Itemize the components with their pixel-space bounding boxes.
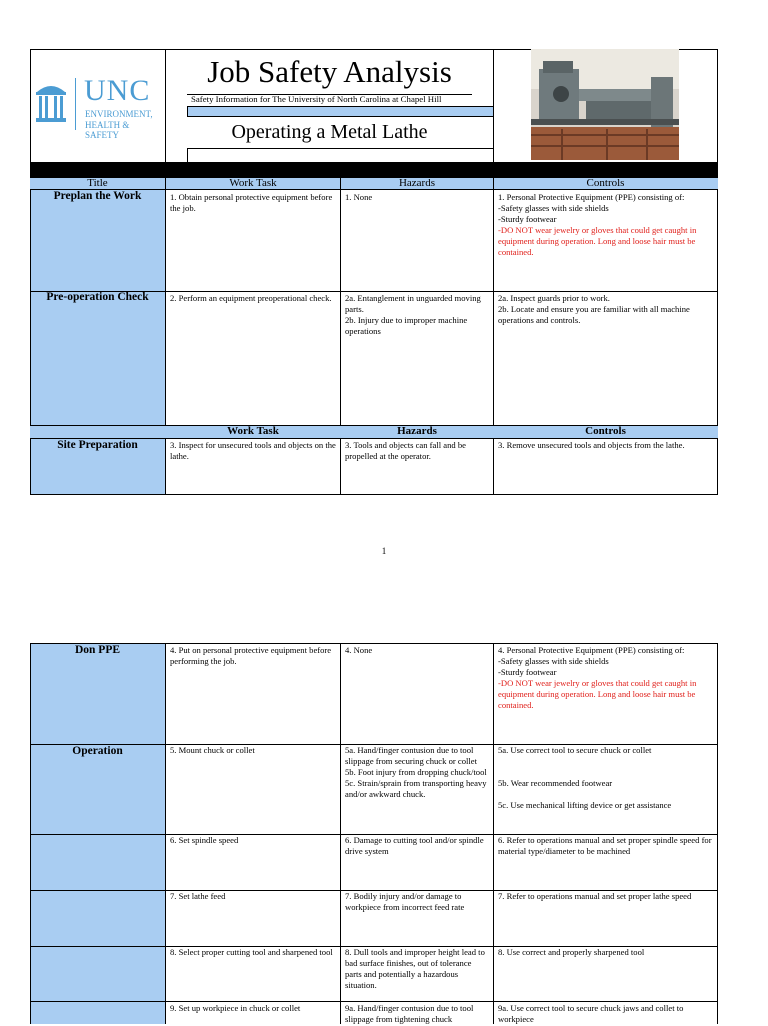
page-number: 1 xyxy=(381,546,387,556)
hazards-cell xyxy=(341,890,493,914)
row-title: Pre-operation Check xyxy=(46,291,149,303)
col-controls-header: Controls xyxy=(585,425,626,437)
col-work-task-header: Work Task xyxy=(229,177,277,189)
hazard-line: 5b. Foot injury from dropping chuck/tool xyxy=(345,767,487,777)
control-warning: -DO NOT wear jewelry or gloves that could get caught in equipment during operation. Long and loose hair must be contained. xyxy=(498,678,697,710)
controls-cell xyxy=(494,292,717,327)
work-task-cell: 7. Set lathe feed xyxy=(170,891,226,901)
controls-cell xyxy=(494,1002,717,1026)
col-hazards-header: Hazards xyxy=(398,177,436,189)
hazard-line: 4. None xyxy=(345,645,373,655)
controls-cell xyxy=(494,439,717,452)
hazard-line: 3. Tools and objects can fall and be propelled at the operator. xyxy=(345,440,466,461)
control-line: 1. Personal Protective Equipment (PPE) consisting of: xyxy=(498,192,685,202)
hazard-line: 9a. Hand/finger contusion due to tool slippage from tightening chuck xyxy=(345,1003,474,1024)
work-task-cell: 8. Select proper cutting tool and sharpened tool xyxy=(170,947,333,957)
hazard-line: 2b. Injury due to improper machine operations xyxy=(345,315,468,336)
hazard-line: 2a. Entanglement in unguarded moving parts. xyxy=(345,293,481,314)
work-task-cell: 6. Set spindle speed xyxy=(170,835,239,845)
hazard-line: 1. None xyxy=(345,192,373,202)
hazard-line: 7. Bodily injury and/or damage to workpiece from incorrect feed rate xyxy=(345,891,465,912)
section-divider xyxy=(30,162,718,177)
col-controls-header: Controls xyxy=(586,177,625,189)
logo-line-1: ENVIRONMENT, xyxy=(85,109,153,119)
control-line: 6. Refer to operations manual and set proper spindle speed for material type/diameter to be machined xyxy=(498,835,712,856)
controls-cell xyxy=(494,644,717,712)
controls-cell xyxy=(494,191,717,259)
row-title: Preplan the Work xyxy=(53,190,142,202)
controls-cell xyxy=(494,744,717,812)
header-subtitle: Safety Information for The University of North Carolina at Chapel Hill xyxy=(191,94,442,104)
work-task-cell: 2. Perform an equipment preoperational check. xyxy=(170,293,332,303)
control-line: 4. Personal Protective Equipment (PPE) consisting of: xyxy=(498,645,685,655)
work-task-cell: 9. Set up workpiece in chuck or collet xyxy=(170,1003,301,1013)
hazards-cell xyxy=(341,1002,493,1026)
hazards-cell xyxy=(341,439,493,463)
row-title: Site Preparation xyxy=(57,439,138,451)
hazards-cell xyxy=(341,191,493,204)
control-line: 2a. Inspect guards prior to work. xyxy=(498,293,610,303)
work-task-cell: 5. Mount chuck or collet xyxy=(170,745,255,755)
control-line: -Sturdy footwear xyxy=(498,214,557,224)
logo-line-2: HEALTH & SAFETY xyxy=(85,120,130,140)
control-line: -Safety glasses with side shields xyxy=(498,656,609,666)
control-line: 5c. Use mechanical lifting device or get assistance xyxy=(498,800,672,810)
controls-cell xyxy=(494,946,717,959)
unc-wordmark: UNC xyxy=(84,74,151,107)
work-task-cell: 1. Obtain personal protective equipment before the job. xyxy=(170,192,333,213)
hazard-line: 5a. Hand/finger contusion due to tool slippage from securing chuck or collet xyxy=(345,745,477,766)
controls-cell xyxy=(494,834,717,858)
hazard-line: 8. Dull tools and improper height lead to bad surface finishes, out of tolerance parts and potentially a hazardous situation. xyxy=(345,947,485,990)
hazard-line: 6. Damage to cutting tool and/or spindle drive system xyxy=(345,835,484,856)
work-task-cell: 4. Put on personal protective equipment before performing the job. xyxy=(170,645,332,666)
controls-cell xyxy=(494,890,717,903)
hazards-cell xyxy=(341,946,493,992)
document-title: Operating a Metal Lathe xyxy=(231,121,428,143)
hazard-line: 5c. Strain/sprain from transporting heavy and/or awkward chuck. xyxy=(345,778,487,799)
hazards-cell xyxy=(341,644,493,657)
col-work-task-header: Work Task xyxy=(227,425,279,437)
old-well-icon xyxy=(34,78,68,128)
row-title: Don PPE xyxy=(74,644,121,656)
col-title-header: Title xyxy=(87,177,108,189)
control-line: 5a. Use correct tool to secure chuck or collet xyxy=(498,745,652,755)
control-line: 8. Use correct and properly sharpened tool xyxy=(498,947,645,957)
control-line: 5b. Wear recommended footwear xyxy=(498,778,613,788)
control-line: -Sturdy footwear xyxy=(498,667,557,677)
control-line: 7. Refer to operations manual and set proper lathe speed xyxy=(498,891,692,901)
page-title: Job Safety Analysis xyxy=(207,54,452,89)
control-warning: -DO NOT wear jewelry or gloves that could get caught in equipment during operation. Long and loose hair must be contained. xyxy=(498,225,697,257)
subtitle-band xyxy=(187,106,493,117)
unc-logo xyxy=(34,74,164,140)
row-title: Operation xyxy=(72,745,123,757)
control-line: 9a. Use correct tool to secure chuck jaws and collet to workpiece xyxy=(498,1003,684,1024)
hazards-cell xyxy=(341,292,493,338)
control-line: 2b. Locate and ensure you are familiar with all machine operations and controls. xyxy=(498,304,690,325)
control-line: -Safety glasses with side shields xyxy=(498,203,609,213)
control-line: 3. Remove unsecured tools and objects from the lathe. xyxy=(498,440,685,450)
work-task-cell: 3. Inspect for unsecured tools and objects on the lathe. xyxy=(170,440,336,461)
hazards-cell xyxy=(341,744,493,801)
col-hazards-header: Hazards xyxy=(397,425,437,437)
hazards-cell xyxy=(341,834,493,858)
lathe-photo xyxy=(531,49,679,160)
